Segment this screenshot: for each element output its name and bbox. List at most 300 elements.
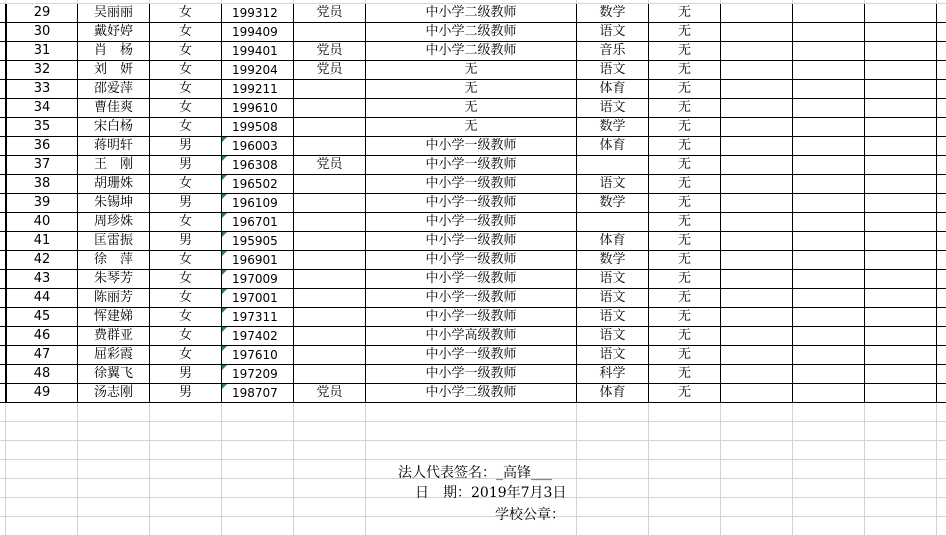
empty-cell[interactable] xyxy=(721,175,793,194)
cell-code[interactable] xyxy=(222,346,294,365)
empty-cell[interactable] xyxy=(937,384,946,403)
cell-code[interactable] xyxy=(222,365,294,384)
cell-title[interactable] xyxy=(366,289,577,308)
empty-cell[interactable] xyxy=(721,365,793,384)
cell-code[interactable] xyxy=(222,270,294,289)
cell-name[interactable] xyxy=(78,289,150,308)
empty-cell[interactable] xyxy=(649,422,721,441)
empty-cell[interactable] xyxy=(937,99,946,118)
cell-gender[interactable] xyxy=(150,289,222,308)
empty-cell[interactable] xyxy=(721,194,793,213)
cell-party[interactable] xyxy=(294,137,366,156)
empty-cell[interactable] xyxy=(793,251,865,270)
empty-cell[interactable] xyxy=(0,270,6,289)
cell-title[interactable] xyxy=(366,194,577,213)
cell-code[interactable] xyxy=(222,384,294,403)
cell-gender[interactable] xyxy=(150,175,222,194)
empty-cell[interactable] xyxy=(577,479,649,498)
empty-cell[interactable] xyxy=(865,61,937,80)
cell-no[interactable] xyxy=(6,194,78,213)
cell-gender[interactable] xyxy=(150,42,222,61)
empty-cell[interactable] xyxy=(649,441,721,460)
cell-gender[interactable] xyxy=(150,270,222,289)
cell-name[interactable] xyxy=(78,80,150,99)
cell-title[interactable] xyxy=(366,251,577,270)
cell-extra[interactable] xyxy=(649,118,721,137)
cell-extra[interactable] xyxy=(649,42,721,61)
empty-cell[interactable] xyxy=(865,137,937,156)
empty-cell[interactable] xyxy=(721,118,793,137)
empty-cell[interactable] xyxy=(793,175,865,194)
empty-cell[interactable] xyxy=(222,422,294,441)
cell-code[interactable] xyxy=(222,118,294,137)
empty-cell[interactable] xyxy=(937,308,946,327)
cell-title[interactable] xyxy=(366,175,577,194)
empty-cell[interactable] xyxy=(0,479,6,498)
empty-cell[interactable] xyxy=(793,422,865,441)
empty-cell[interactable] xyxy=(6,422,78,441)
empty-cell[interactable] xyxy=(865,99,937,118)
empty-cell[interactable] xyxy=(721,346,793,365)
cell-extra[interactable] xyxy=(649,80,721,99)
cell-name[interactable] xyxy=(78,156,150,175)
cell-gender[interactable] xyxy=(150,232,222,251)
empty-cell[interactable] xyxy=(937,346,946,365)
empty-cell[interactable] xyxy=(721,479,793,498)
empty-cell[interactable] xyxy=(0,99,6,118)
empty-cell[interactable] xyxy=(721,80,793,99)
empty-cell[interactable] xyxy=(865,251,937,270)
cell-subject[interactable] xyxy=(577,23,649,42)
empty-cell[interactable] xyxy=(0,384,6,403)
cell-code[interactable] xyxy=(222,137,294,156)
cell-subject[interactable] xyxy=(577,194,649,213)
cell-no[interactable] xyxy=(6,99,78,118)
cell-party[interactable] xyxy=(294,99,366,118)
cell-party[interactable] xyxy=(294,384,366,403)
cell-code[interactable] xyxy=(222,251,294,270)
cell-party[interactable] xyxy=(294,251,366,270)
cell-subject[interactable] xyxy=(577,80,649,99)
cell-no[interactable] xyxy=(6,213,78,232)
cell-title[interactable] xyxy=(366,327,577,346)
cell-party[interactable] xyxy=(294,80,366,99)
empty-cell[interactable] xyxy=(937,365,946,384)
cell-gender[interactable] xyxy=(150,194,222,213)
cell-gender[interactable] xyxy=(150,61,222,80)
cell-title[interactable] xyxy=(366,384,577,403)
cell-name[interactable] xyxy=(78,118,150,137)
cell-no[interactable] xyxy=(6,23,78,42)
empty-cell[interactable] xyxy=(937,517,946,536)
empty-cell[interactable] xyxy=(6,460,78,479)
cell-title[interactable] xyxy=(366,99,577,118)
cell-subject[interactable] xyxy=(577,213,649,232)
empty-cell[interactable] xyxy=(721,289,793,308)
empty-cell[interactable] xyxy=(0,175,6,194)
cell-title[interactable] xyxy=(366,270,577,289)
cell-name[interactable] xyxy=(78,42,150,61)
empty-cell[interactable] xyxy=(937,23,946,42)
empty-cell[interactable] xyxy=(294,441,366,460)
cell-subject[interactable] xyxy=(577,327,649,346)
empty-cell[interactable] xyxy=(150,422,222,441)
cell-subject[interactable] xyxy=(577,270,649,289)
empty-cell[interactable] xyxy=(721,137,793,156)
empty-cell[interactable] xyxy=(78,403,150,422)
cell-name[interactable] xyxy=(78,23,150,42)
empty-cell[interactable] xyxy=(0,422,6,441)
empty-cell[interactable] xyxy=(937,403,946,422)
empty-cell[interactable] xyxy=(937,232,946,251)
cell-no[interactable] xyxy=(6,384,78,403)
empty-cell[interactable] xyxy=(865,232,937,251)
empty-cell[interactable] xyxy=(294,422,366,441)
empty-cell[interactable] xyxy=(793,403,865,422)
school-seal-line[interactable]: 学校公章： xyxy=(495,507,565,523)
cell-gender[interactable] xyxy=(150,384,222,403)
cell-no[interactable] xyxy=(6,137,78,156)
cell-code[interactable] xyxy=(222,156,294,175)
empty-cell[interactable] xyxy=(937,327,946,346)
cell-name[interactable] xyxy=(78,99,150,118)
cell-code[interactable] xyxy=(222,194,294,213)
empty-cell[interactable] xyxy=(294,479,366,498)
empty-cell[interactable] xyxy=(793,270,865,289)
empty-cell[interactable] xyxy=(793,99,865,118)
cell-code[interactable] xyxy=(222,4,294,23)
empty-cell[interactable] xyxy=(0,327,6,346)
empty-cell[interactable] xyxy=(865,175,937,194)
empty-cell[interactable] xyxy=(6,403,78,422)
empty-cell[interactable] xyxy=(649,517,721,536)
cell-name[interactable] xyxy=(78,61,150,80)
cell-no[interactable] xyxy=(6,61,78,80)
empty-cell[interactable] xyxy=(793,194,865,213)
empty-cell[interactable] xyxy=(721,61,793,80)
cell-subject[interactable] xyxy=(577,156,649,175)
cell-party[interactable] xyxy=(294,156,366,175)
empty-cell[interactable] xyxy=(649,498,721,517)
empty-cell[interactable] xyxy=(222,403,294,422)
empty-cell[interactable] xyxy=(0,137,6,156)
empty-cell[interactable] xyxy=(0,289,6,308)
empty-cell[interactable] xyxy=(793,156,865,175)
empty-cell[interactable] xyxy=(366,403,577,422)
empty-cell[interactable] xyxy=(721,23,793,42)
cell-party[interactable] xyxy=(294,23,366,42)
cell-extra[interactable] xyxy=(649,99,721,118)
empty-cell[interactable] xyxy=(150,441,222,460)
empty-cell[interactable] xyxy=(0,232,6,251)
cell-extra[interactable] xyxy=(649,23,721,42)
empty-cell[interactable] xyxy=(0,194,6,213)
empty-cell[interactable] xyxy=(78,479,150,498)
empty-cell[interactable] xyxy=(793,232,865,251)
empty-cell[interactable] xyxy=(937,460,946,479)
empty-cell[interactable] xyxy=(937,80,946,99)
empty-cell[interactable] xyxy=(937,213,946,232)
empty-cell[interactable] xyxy=(937,498,946,517)
empty-cell[interactable] xyxy=(294,460,366,479)
cell-extra[interactable] xyxy=(649,232,721,251)
cell-no[interactable] xyxy=(6,232,78,251)
cell-subject[interactable] xyxy=(577,251,649,270)
cell-gender[interactable] xyxy=(150,4,222,23)
cell-gender[interactable] xyxy=(150,327,222,346)
empty-cell[interactable] xyxy=(937,137,946,156)
empty-cell[interactable] xyxy=(865,479,937,498)
empty-cell[interactable] xyxy=(937,118,946,137)
empty-cell[interactable] xyxy=(222,479,294,498)
cell-no[interactable] xyxy=(6,156,78,175)
empty-cell[interactable] xyxy=(721,327,793,346)
cell-name[interactable] xyxy=(78,232,150,251)
empty-cell[interactable] xyxy=(937,441,946,460)
cell-gender[interactable] xyxy=(150,213,222,232)
cell-title[interactable] xyxy=(366,118,577,137)
empty-cell[interactable] xyxy=(721,270,793,289)
cell-extra[interactable] xyxy=(649,213,721,232)
empty-cell[interactable] xyxy=(937,422,946,441)
cell-no[interactable] xyxy=(6,175,78,194)
cell-extra[interactable] xyxy=(649,61,721,80)
date-line[interactable]: 日 期：2019年7月3日 xyxy=(415,485,567,501)
empty-cell[interactable] xyxy=(865,118,937,137)
cell-name[interactable] xyxy=(78,4,150,23)
cell-code[interactable] xyxy=(222,213,294,232)
empty-cell[interactable] xyxy=(865,289,937,308)
empty-cell[interactable] xyxy=(937,251,946,270)
empty-cell[interactable] xyxy=(649,460,721,479)
empty-cell[interactable] xyxy=(865,80,937,99)
empty-cell[interactable] xyxy=(150,498,222,517)
empty-cell[interactable] xyxy=(793,441,865,460)
cell-name[interactable] xyxy=(78,194,150,213)
empty-cell[interactable] xyxy=(721,403,793,422)
cell-no[interactable] xyxy=(6,365,78,384)
empty-cell[interactable] xyxy=(793,479,865,498)
empty-cell[interactable] xyxy=(793,346,865,365)
cell-no[interactable] xyxy=(6,289,78,308)
empty-cell[interactable] xyxy=(793,80,865,99)
empty-cell[interactable] xyxy=(721,251,793,270)
cell-code[interactable] xyxy=(222,23,294,42)
cell-gender[interactable] xyxy=(150,99,222,118)
cell-subject[interactable] xyxy=(577,99,649,118)
empty-cell[interactable] xyxy=(577,441,649,460)
empty-cell[interactable] xyxy=(6,441,78,460)
cell-subject[interactable] xyxy=(577,232,649,251)
empty-cell[interactable] xyxy=(865,23,937,42)
cell-no[interactable] xyxy=(6,346,78,365)
cell-code[interactable] xyxy=(222,289,294,308)
empty-cell[interactable] xyxy=(721,308,793,327)
cell-title[interactable] xyxy=(366,213,577,232)
cell-title[interactable] xyxy=(366,137,577,156)
empty-cell[interactable] xyxy=(577,498,649,517)
empty-cell[interactable] xyxy=(6,517,78,536)
cell-party[interactable] xyxy=(294,289,366,308)
cell-gender[interactable] xyxy=(150,308,222,327)
cell-name[interactable] xyxy=(78,175,150,194)
cell-party[interactable] xyxy=(294,175,366,194)
empty-cell[interactable] xyxy=(0,23,6,42)
empty-cell[interactable] xyxy=(793,61,865,80)
empty-cell[interactable] xyxy=(6,498,78,517)
cell-subject[interactable] xyxy=(577,289,649,308)
empty-cell[interactable] xyxy=(577,422,649,441)
empty-cell[interactable] xyxy=(865,403,937,422)
cell-extra[interactable] xyxy=(649,270,721,289)
empty-cell[interactable] xyxy=(366,498,577,517)
cell-name[interactable] xyxy=(78,137,150,156)
empty-cell[interactable] xyxy=(937,270,946,289)
empty-cell[interactable] xyxy=(937,175,946,194)
empty-cell[interactable] xyxy=(0,4,6,23)
cell-extra[interactable] xyxy=(649,384,721,403)
cell-party[interactable] xyxy=(294,346,366,365)
empty-cell[interactable] xyxy=(937,289,946,308)
empty-cell[interactable] xyxy=(721,441,793,460)
empty-cell[interactable] xyxy=(294,403,366,422)
cell-subject[interactable] xyxy=(577,61,649,80)
cell-extra[interactable] xyxy=(649,365,721,384)
empty-cell[interactable] xyxy=(793,23,865,42)
cell-party[interactable] xyxy=(294,270,366,289)
cell-party[interactable] xyxy=(294,365,366,384)
empty-cell[interactable] xyxy=(721,517,793,536)
empty-cell[interactable] xyxy=(0,80,6,99)
empty-cell[interactable] xyxy=(366,460,577,479)
empty-cell[interactable] xyxy=(937,61,946,80)
empty-cell[interactable] xyxy=(150,479,222,498)
cell-title[interactable] xyxy=(366,42,577,61)
empty-cell[interactable] xyxy=(78,498,150,517)
cell-code[interactable] xyxy=(222,99,294,118)
empty-cell[interactable] xyxy=(793,4,865,23)
empty-cell[interactable] xyxy=(865,365,937,384)
empty-cell[interactable] xyxy=(649,479,721,498)
cell-extra[interactable] xyxy=(649,4,721,23)
cell-subject[interactable] xyxy=(577,384,649,403)
cell-title[interactable] xyxy=(366,346,577,365)
cell-party[interactable] xyxy=(294,42,366,61)
cell-title[interactable] xyxy=(366,365,577,384)
empty-cell[interactable] xyxy=(366,517,577,536)
cell-extra[interactable] xyxy=(649,194,721,213)
cell-no[interactable] xyxy=(6,251,78,270)
cell-name[interactable] xyxy=(78,270,150,289)
empty-cell[interactable] xyxy=(865,517,937,536)
empty-cell[interactable] xyxy=(865,441,937,460)
cell-subject[interactable] xyxy=(577,4,649,23)
empty-cell[interactable] xyxy=(0,498,6,517)
cell-code[interactable] xyxy=(222,232,294,251)
empty-cell[interactable] xyxy=(793,308,865,327)
cell-no[interactable] xyxy=(6,80,78,99)
cell-party[interactable] xyxy=(294,327,366,346)
empty-cell[interactable] xyxy=(721,498,793,517)
empty-cell[interactable] xyxy=(721,384,793,403)
cell-extra[interactable] xyxy=(649,346,721,365)
cell-subject[interactable] xyxy=(577,137,649,156)
cell-subject[interactable] xyxy=(577,308,649,327)
cell-gender[interactable] xyxy=(150,156,222,175)
empty-cell[interactable] xyxy=(865,194,937,213)
empty-cell[interactable] xyxy=(721,422,793,441)
empty-cell[interactable] xyxy=(366,479,577,498)
cell-name[interactable] xyxy=(78,213,150,232)
empty-cell[interactable] xyxy=(366,422,577,441)
empty-cell[interactable] xyxy=(793,460,865,479)
empty-cell[interactable] xyxy=(366,441,577,460)
cell-code[interactable] xyxy=(222,327,294,346)
empty-cell[interactable] xyxy=(793,327,865,346)
empty-cell[interactable] xyxy=(721,4,793,23)
cell-no[interactable] xyxy=(6,327,78,346)
cell-extra[interactable] xyxy=(649,156,721,175)
empty-cell[interactable] xyxy=(721,232,793,251)
empty-cell[interactable] xyxy=(793,384,865,403)
empty-cell[interactable] xyxy=(865,346,937,365)
cell-subject[interactable] xyxy=(577,346,649,365)
cell-title[interactable] xyxy=(366,232,577,251)
empty-cell[interactable] xyxy=(793,118,865,137)
cell-no[interactable] xyxy=(6,118,78,137)
cell-party[interactable] xyxy=(294,118,366,137)
empty-cell[interactable] xyxy=(78,422,150,441)
cell-title[interactable] xyxy=(366,80,577,99)
cell-gender[interactable] xyxy=(150,137,222,156)
cell-no[interactable] xyxy=(6,4,78,23)
empty-cell[interactable] xyxy=(865,156,937,175)
empty-cell[interactable] xyxy=(78,460,150,479)
empty-cell[interactable] xyxy=(721,156,793,175)
cell-subject[interactable] xyxy=(577,42,649,61)
empty-cell[interactable] xyxy=(577,403,649,422)
empty-cell[interactable] xyxy=(6,479,78,498)
cell-subject[interactable] xyxy=(577,118,649,137)
cell-gender[interactable] xyxy=(150,346,222,365)
empty-cell[interactable] xyxy=(793,498,865,517)
cell-party[interactable] xyxy=(294,194,366,213)
empty-cell[interactable] xyxy=(577,460,649,479)
empty-cell[interactable] xyxy=(865,327,937,346)
cell-code[interactable] xyxy=(222,308,294,327)
empty-cell[interactable] xyxy=(294,517,366,536)
empty-cell[interactable] xyxy=(222,498,294,517)
empty-cell[interactable] xyxy=(865,384,937,403)
empty-cell[interactable] xyxy=(793,137,865,156)
cell-gender[interactable] xyxy=(150,23,222,42)
empty-cell[interactable] xyxy=(937,156,946,175)
empty-cell[interactable] xyxy=(865,422,937,441)
cell-title[interactable] xyxy=(366,308,577,327)
empty-cell[interactable] xyxy=(150,517,222,536)
cell-title[interactable] xyxy=(366,4,577,23)
cell-gender[interactable] xyxy=(150,80,222,99)
empty-cell[interactable] xyxy=(937,194,946,213)
empty-cell[interactable] xyxy=(0,308,6,327)
cell-extra[interactable] xyxy=(649,251,721,270)
cell-extra[interactable] xyxy=(649,308,721,327)
empty-cell[interactable] xyxy=(793,289,865,308)
cell-party[interactable] xyxy=(294,61,366,80)
empty-cell[interactable] xyxy=(0,365,6,384)
empty-cell[interactable] xyxy=(721,99,793,118)
cell-name[interactable] xyxy=(78,327,150,346)
